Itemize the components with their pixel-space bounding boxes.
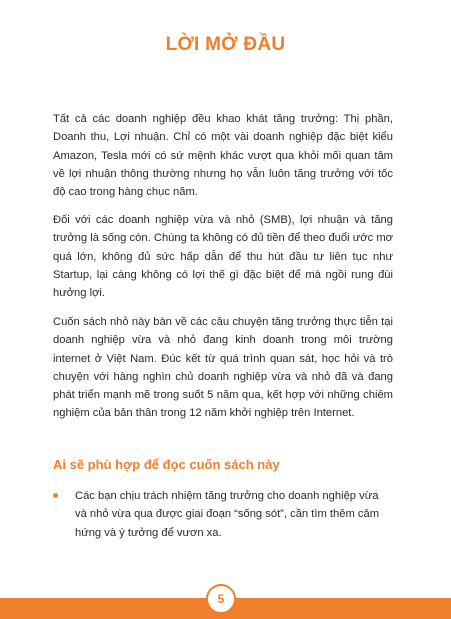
intro-paragraph-3: Cuốn sách nhỏ này bàn về các câu chuyện tăng trưởng thực tiễn tại doanh nghiệp vừa và nhỏ đang kinh doanh trong môi trường internet ở Việt Nam. Đúc kết từ quá trình quan sát, học hỏi và trò chuyện với hàng nghìn chủ doanh nghiệp vừa và nhỏ đã và đang phát triển mạnh mẽ trong suốt 5 năm qua, kết hợp với những chiêm nghiệm của bản thân trong 12 năm khởi nghiệp trên Internet. xyxy=(53,316,393,420)
intro-paragraph-2: Đối với các doanh nghiệp vừa và nhỏ (SMB), lợi nhuận và tăng trưởng là sống còn. Chúng ta không có đủ tiền để theo đuổi ước mơ quá lớn, không đủ sức hấp dẫn để thu hút đầu tư liên tục như Startup, lại càng không có lợi thế gì đặc biệt để mà ngồi rung đùi hưởng lợi. xyxy=(53,214,393,300)
intro-paragraph-1: Tất cả các doanh nghiệp đều khao khát tăng trưởng: Thị phần, Doanh thu, Lợi nhuận. Chỉ có một vài doanh nghiệp đặc biệt kiểu Amazon, Tesla mới có sứ mệnh khác vượt qua khỏi mối quan tâm về lợi nhuận thông thường nhưng họ vẫn luôn tăng trưởng với tốc độ cao trong hàng chục năm. xyxy=(53,113,393,199)
section-heading: Ai sẽ phù hợp để đọc cuốn sách này xyxy=(53,457,280,472)
page-number: 5 xyxy=(206,584,236,614)
page-title: LỜI MỞ ĐẦU xyxy=(165,34,286,55)
bullet-icon xyxy=(53,493,58,498)
bullet-text: Các bạn chịu trách nhiệm tăng trưởng cho doanh nghiệp vừa và nhỏ vừa qua được giai đoạn “sống sót”, cần tìm thêm cảm hứng và ý tưởng để vươn xa. xyxy=(75,490,380,539)
